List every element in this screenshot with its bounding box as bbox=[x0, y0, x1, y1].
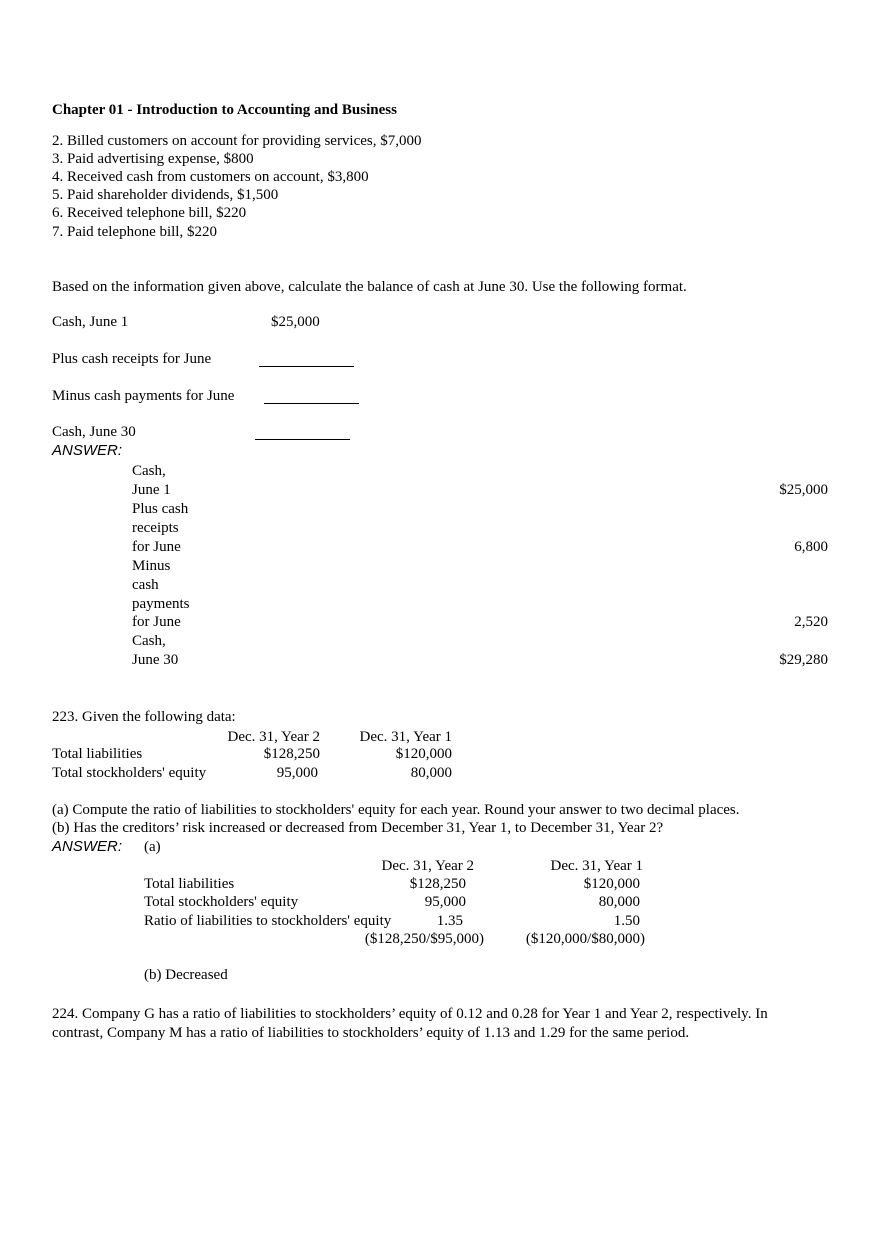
format-cash-june1-value: $25,000 bbox=[271, 314, 320, 330]
answer-line: Plus cash bbox=[132, 501, 189, 517]
row-label: Total liabilities bbox=[52, 746, 143, 762]
cell: 95,000 bbox=[424, 894, 466, 910]
cell: $120,000 bbox=[583, 876, 640, 892]
question-b: (b) Has the creditors’ risk increased or decreased from December 31, Year 1, to December 31, Year 2? bbox=[52, 820, 664, 836]
row-label: Ratio of liabilities to stockholders' equity bbox=[144, 913, 392, 929]
q223-intro: 223. Given the following data: bbox=[52, 709, 236, 725]
cell: $120,000 bbox=[395, 746, 452, 762]
blank-line bbox=[255, 439, 350, 440]
answer-line: receipts bbox=[132, 520, 179, 536]
cell: $128,250 bbox=[409, 876, 466, 892]
answer-part-b: (b) Decreased bbox=[144, 967, 228, 983]
cell: 95,000 bbox=[276, 765, 318, 781]
format-minus: Minus cash payments for June bbox=[52, 388, 235, 404]
cell: 1.50 bbox=[613, 913, 640, 929]
blank-line bbox=[264, 403, 359, 404]
answer-value: 2,520 bbox=[794, 614, 828, 630]
format-cash-june30: Cash, June 30 bbox=[52, 424, 136, 440]
column-header: Dec. 31, Year 1 bbox=[550, 858, 643, 874]
prompt: Based on the information given above, calculate the balance of cash at June 30. Use the following format. bbox=[52, 279, 687, 295]
answer-value: $29,280 bbox=[779, 652, 828, 668]
cell: 80,000 bbox=[598, 894, 640, 910]
column-header: Dec. 31, Year 1 bbox=[359, 729, 452, 745]
answer-line: payments bbox=[132, 596, 190, 612]
answer-part-a: (a) bbox=[144, 839, 161, 855]
answer-label: ANSWER: bbox=[52, 442, 123, 459]
column-header: Dec. 31, Year 2 bbox=[227, 729, 320, 745]
blank-line bbox=[259, 366, 354, 367]
format-plus: Plus cash receipts for June bbox=[52, 351, 212, 367]
calculation: ($128,250/$95,000) bbox=[364, 931, 484, 947]
answer-line: Cash, bbox=[132, 463, 166, 479]
question-a: (a) Compute the ratio of liabilities to stockholders' equity for each year. Round your answer to two decimal places. bbox=[52, 802, 740, 818]
answer-line: cash bbox=[132, 577, 159, 593]
list-item: 4. Received cash from customers on account, $3,800 bbox=[52, 169, 369, 185]
answer-line: Cash, bbox=[132, 633, 166, 649]
answer-line: June 30 bbox=[132, 652, 179, 668]
answer-value: $25,000 bbox=[779, 482, 828, 498]
format-cash-june1: Cash, June 1 bbox=[52, 314, 129, 330]
q224-line: 224. Company G has a ratio of liabilities to stockholders’ equity of 0.12 and 0.28 for Year 1 and Year 2, respectively. In bbox=[52, 1006, 768, 1022]
list-item: 5. Paid shareholder dividends, $1,500 bbox=[52, 187, 279, 203]
answer-line: for June bbox=[132, 614, 181, 630]
q224-line: contrast, Company M has a ratio of liabilities to stockholders’ equity of 1.13 and 1.29 for the same period. bbox=[52, 1025, 690, 1041]
cell: $128,250 bbox=[263, 746, 320, 762]
row-label: Total stockholders' equity bbox=[144, 894, 299, 910]
calculation: ($120,000/$80,000) bbox=[525, 931, 645, 947]
answer-value: 6,800 bbox=[794, 539, 828, 555]
cell: 80,000 bbox=[410, 765, 452, 781]
list-item: 3. Paid advertising expense, $800 bbox=[52, 151, 254, 167]
row-label: Total liabilities bbox=[144, 876, 235, 892]
column-header: Dec. 31, Year 2 bbox=[381, 858, 474, 874]
chapter-title: Chapter 01 - Introduction to Accounting and Business bbox=[52, 102, 397, 118]
list-item: 6. Received telephone bill, $220 bbox=[52, 205, 247, 221]
row-label: Total stockholders' equity bbox=[52, 765, 207, 781]
cell: 1.35 bbox=[436, 913, 463, 929]
answer-label: ANSWER: bbox=[52, 838, 123, 855]
answer-line: Minus bbox=[132, 558, 171, 574]
answer-line: June 1 bbox=[132, 482, 171, 498]
list-item: 2. Billed customers on account for providing services, $7,000 bbox=[52, 133, 422, 149]
answer-line: for June bbox=[132, 539, 181, 555]
list-item: 7. Paid telephone bill, $220 bbox=[52, 224, 217, 240]
